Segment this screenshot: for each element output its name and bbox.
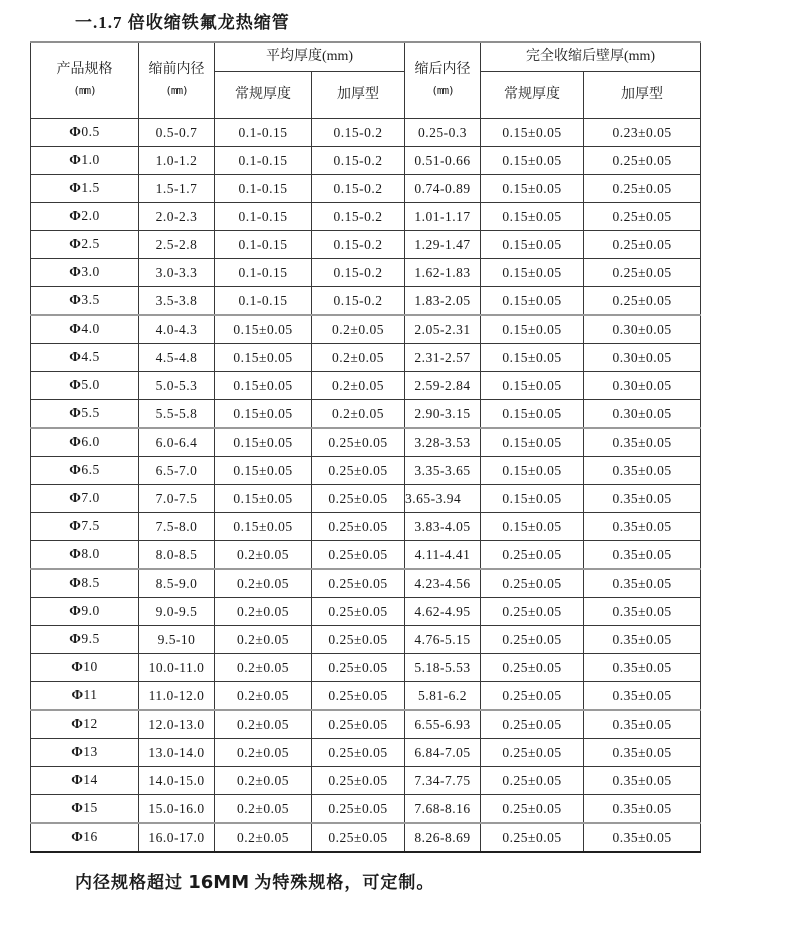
value-cell: 0.15±0.05 [481, 147, 584, 175]
value-cell: 0.15±0.05 [481, 315, 584, 344]
header-pre-shrink-unit: (mm) [165, 83, 188, 97]
value-cell: 0.25±0.05 [312, 767, 405, 795]
phi-symbol: Φ [71, 830, 84, 845]
value-cell: 4.76-5.15 [405, 626, 481, 654]
value-cell: 0.2±0.05 [312, 315, 405, 344]
value-cell: 0.35±0.05 [584, 485, 701, 513]
value-cell: 0.35±0.05 [584, 739, 701, 767]
header-post-shrink-diameter [405, 42, 481, 119]
value-cell: 0.2±0.05 [215, 767, 312, 795]
value-cell: 8.0-8.5 [139, 541, 215, 570]
phi-symbol: Φ [69, 435, 82, 450]
phi-symbol: Φ [71, 717, 84, 732]
value-cell: 0.15±0.05 [215, 400, 312, 429]
header-pre-shrink-diameter [139, 42, 215, 119]
value-cell: 0.25±0.05 [584, 259, 701, 287]
value-cell: 0.25±0.05 [312, 823, 405, 852]
table-row [31, 598, 701, 626]
value-cell: 7.68-8.16 [405, 795, 481, 824]
value-cell: 0.25±0.05 [481, 710, 584, 739]
value-cell: 6.5-7.0 [139, 457, 215, 485]
value-cell: 7.5-8.0 [139, 513, 215, 541]
value-cell: 3.65-3.94 [405, 485, 481, 513]
value-cell: 9.5-10 [139, 626, 215, 654]
spec-cell: Φ12 [31, 710, 139, 739]
table-row [31, 569, 701, 598]
header-product-spec-unit: (mm) [73, 83, 96, 97]
value-cell: 0.1-0.15 [215, 119, 312, 147]
value-cell: 11.0-12.0 [139, 682, 215, 711]
spec-cell: Φ4.5 [31, 344, 139, 372]
value-cell: 0.15±0.05 [481, 287, 584, 316]
value-cell: 0.23±0.05 [584, 119, 701, 147]
value-cell: 1.01-1.17 [405, 203, 481, 231]
phi-symbol: Φ [69, 604, 82, 619]
phi-symbol: Φ [69, 293, 82, 308]
value-cell: 0.15±0.05 [481, 231, 584, 259]
table-body [31, 119, 701, 853]
value-cell: 0.15-0.2 [312, 119, 405, 147]
value-cell: 0.15±0.05 [481, 344, 584, 372]
value-cell: 0.2±0.05 [215, 795, 312, 824]
phi-symbol: Φ [71, 745, 84, 760]
spec-cell: Φ13 [31, 739, 139, 767]
value-cell: 0.15±0.05 [215, 428, 312, 457]
header-pre-shrink-label: 缩前内径 [148, 62, 205, 78]
value-cell: 0.25±0.05 [312, 541, 405, 570]
value-cell: 0.35±0.05 [584, 457, 701, 485]
value-cell: 1.62-1.83 [405, 259, 481, 287]
value-cell: 14.0-15.0 [139, 767, 215, 795]
header-thickened-wall: 加厚型 [584, 72, 701, 119]
spec-cell: Φ2.0 [31, 203, 139, 231]
table-row [31, 513, 701, 541]
table-row [31, 372, 701, 400]
table-row [31, 767, 701, 795]
value-cell: 0.2±0.05 [215, 739, 312, 767]
phi-symbol: Φ [69, 519, 82, 534]
value-cell: 0.15±0.05 [481, 119, 584, 147]
value-cell: 0.25±0.05 [481, 569, 584, 598]
value-cell: 0.25±0.05 [312, 513, 405, 541]
value-cell: 0.15-0.2 [312, 231, 405, 259]
value-cell: 0.15±0.05 [215, 485, 312, 513]
value-cell: 6.84-7.05 [405, 739, 481, 767]
value-cell: 0.25±0.05 [312, 569, 405, 598]
value-cell: 0.25±0.05 [312, 654, 405, 682]
value-cell: 0.35±0.05 [584, 626, 701, 654]
value-cell: 0.74-0.89 [405, 175, 481, 203]
value-cell: 0.35±0.05 [584, 682, 701, 711]
spec-cell: Φ3.5 [31, 287, 139, 316]
value-cell: 0.35±0.05 [584, 767, 701, 795]
value-cell: 0.2±0.05 [215, 710, 312, 739]
value-cell: 0.25±0.05 [584, 175, 701, 203]
phi-symbol: Φ [69, 547, 82, 562]
value-cell: 0.1-0.15 [215, 147, 312, 175]
value-cell: 0.2±0.05 [312, 344, 405, 372]
value-cell: 0.2±0.05 [215, 598, 312, 626]
spec-cell: Φ0.5 [31, 119, 139, 147]
value-cell: 0.15±0.05 [481, 485, 584, 513]
value-cell: 0.2±0.05 [215, 541, 312, 570]
phi-symbol: Φ [71, 660, 84, 675]
value-cell: 0.25±0.05 [312, 626, 405, 654]
table-row [31, 457, 701, 485]
phi-symbol: Φ [71, 801, 84, 816]
header-full-shrink-wall-group: 完全收缩后壁厚(mm) [481, 42, 701, 72]
value-cell: 0.35±0.05 [584, 569, 701, 598]
value-cell: 0.15±0.05 [481, 372, 584, 400]
spec-cell: Φ11 [31, 682, 139, 711]
value-cell: 0.2±0.05 [312, 372, 405, 400]
table-row [31, 739, 701, 767]
value-cell: 4.11-4.41 [405, 541, 481, 570]
table-row [31, 315, 701, 344]
spec-cell: Φ15 [31, 795, 139, 824]
table-row [31, 119, 701, 147]
spec-cell: Φ9.0 [31, 598, 139, 626]
value-cell: 0.15±0.05 [215, 344, 312, 372]
value-cell: 0.15-0.2 [312, 259, 405, 287]
spec-cell: Φ14 [31, 767, 139, 795]
spec-cell: Φ10 [31, 654, 139, 682]
value-cell: 0.35±0.05 [584, 823, 701, 852]
value-cell: 0.15±0.05 [481, 175, 584, 203]
spec-cell: Φ2.5 [31, 231, 139, 259]
value-cell: 9.0-9.5 [139, 598, 215, 626]
table-row [31, 231, 701, 259]
value-cell: 0.15-0.2 [312, 287, 405, 316]
value-cell: 0.25±0.05 [312, 682, 405, 711]
value-cell: 0.25±0.05 [312, 457, 405, 485]
value-cell: 0.15±0.05 [481, 457, 584, 485]
value-cell: 0.15±0.05 [481, 428, 584, 457]
spec-cell: Φ6.0 [31, 428, 139, 457]
phi-symbol: Φ [71, 773, 84, 788]
value-cell: 0.35±0.05 [584, 795, 701, 824]
value-cell: 0.15±0.05 [215, 315, 312, 344]
value-cell: 0.1-0.15 [215, 259, 312, 287]
footer-note-suffix: 为特殊规格，可定制。 [249, 873, 435, 892]
value-cell: 10.0-11.0 [139, 654, 215, 682]
phi-symbol: Φ [69, 632, 82, 647]
value-cell: 2.59-2.84 [405, 372, 481, 400]
value-cell: 8.26-8.69 [405, 823, 481, 852]
spec-cell: Φ9.5 [31, 626, 139, 654]
value-cell: 0.25±0.05 [312, 598, 405, 626]
table-row [31, 823, 701, 852]
table-row [31, 541, 701, 570]
phi-symbol: Φ [69, 463, 82, 478]
value-cell: 0.1-0.15 [215, 231, 312, 259]
table-row [31, 175, 701, 203]
value-cell: 5.5-5.8 [139, 400, 215, 429]
spec-cell: Φ5.0 [31, 372, 139, 400]
phi-symbol: Φ [69, 237, 82, 252]
phi-symbol: Φ [69, 406, 82, 421]
value-cell: 0.35±0.05 [584, 428, 701, 457]
table-row [31, 485, 701, 513]
value-cell: 0.25±0.05 [312, 428, 405, 457]
value-cell: 0.25±0.05 [481, 795, 584, 824]
value-cell: 0.5-0.7 [139, 119, 215, 147]
value-cell: 13.0-14.0 [139, 739, 215, 767]
table-row [31, 654, 701, 682]
value-cell: 0.30±0.05 [584, 315, 701, 344]
spec-table [30, 41, 701, 853]
value-cell: 0.15±0.05 [481, 259, 584, 287]
value-cell: 0.2±0.05 [215, 654, 312, 682]
value-cell: 0.2±0.05 [215, 569, 312, 598]
header-product-spec-label: 产品规格 [56, 62, 113, 78]
value-cell: 0.25±0.05 [481, 598, 584, 626]
header-post-shrink-unit: (mm) [431, 83, 454, 97]
value-cell: 0.35±0.05 [584, 513, 701, 541]
value-cell: 0.25±0.05 [481, 626, 584, 654]
page-title: 一.1.7 倍收缩铁氟龙热缩管 [75, 13, 290, 32]
header-regular-thickness-avg: 常规厚度 [215, 72, 312, 119]
value-cell: 1.5-1.7 [139, 175, 215, 203]
value-cell: 0.30±0.05 [584, 400, 701, 429]
value-cell: 0.15±0.05 [215, 457, 312, 485]
value-cell: 5.18-5.53 [405, 654, 481, 682]
value-cell: 2.5-2.8 [139, 231, 215, 259]
value-cell: 0.25±0.05 [481, 823, 584, 852]
value-cell: 2.31-2.57 [405, 344, 481, 372]
value-cell: 0.25±0.05 [312, 739, 405, 767]
phi-symbol: Φ [71, 688, 84, 703]
value-cell: 0.25±0.05 [584, 147, 701, 175]
value-cell: 0.35±0.05 [584, 654, 701, 682]
value-cell: 0.30±0.05 [584, 344, 701, 372]
value-cell: 0.15±0.05 [481, 203, 584, 231]
value-cell: 1.29-1.47 [405, 231, 481, 259]
footer-note-prefix: 内径规格超过 [75, 873, 189, 892]
phi-symbol: Φ [69, 181, 82, 196]
phi-symbol: Φ [69, 576, 82, 591]
table-row [31, 710, 701, 739]
spec-cell: Φ5.5 [31, 400, 139, 429]
value-cell: 4.62-4.95 [405, 598, 481, 626]
table-row [31, 147, 701, 175]
phi-symbol: Φ [69, 322, 82, 337]
value-cell: 0.15±0.05 [215, 372, 312, 400]
value-cell: 0.25±0.05 [312, 485, 405, 513]
table-row [31, 259, 701, 287]
value-cell: 0.25±0.05 [584, 203, 701, 231]
value-cell: 0.2±0.05 [215, 626, 312, 654]
value-cell: 0.1-0.15 [215, 203, 312, 231]
value-cell: 0.15-0.2 [312, 203, 405, 231]
value-cell: 0.25±0.05 [481, 767, 584, 795]
value-cell: 0.35±0.05 [584, 598, 701, 626]
value-cell: 0.30±0.05 [584, 372, 701, 400]
spec-cell: Φ16 [31, 823, 139, 852]
table-row [31, 428, 701, 457]
value-cell: 2.0-2.3 [139, 203, 215, 231]
phi-symbol: Φ [69, 378, 82, 393]
value-cell: 0.51-0.66 [405, 147, 481, 175]
table-row [31, 344, 701, 372]
table-header [31, 42, 701, 119]
table-row [31, 682, 701, 711]
value-cell: 3.28-3.53 [405, 428, 481, 457]
value-cell: 0.15-0.2 [312, 175, 405, 203]
value-cell: 0.25-0.3 [405, 119, 481, 147]
spec-cell: Φ8.5 [31, 569, 139, 598]
spec-cell: Φ6.5 [31, 457, 139, 485]
value-cell: 0.25±0.05 [584, 231, 701, 259]
phi-symbol: Φ [69, 350, 82, 365]
value-cell: 3.5-3.8 [139, 287, 215, 316]
value-cell: 0.35±0.05 [584, 710, 701, 739]
value-cell: 8.5-9.0 [139, 569, 215, 598]
value-cell: 0.25±0.05 [481, 541, 584, 570]
table-row [31, 400, 701, 429]
value-cell: 4.5-4.8 [139, 344, 215, 372]
footer-note-size: 16MM [188, 872, 250, 893]
value-cell: 1.83-2.05 [405, 287, 481, 316]
header-product-spec [31, 42, 139, 119]
value-cell: 0.25±0.05 [481, 682, 584, 711]
value-cell: 0.15-0.2 [312, 147, 405, 175]
table-row [31, 287, 701, 316]
value-cell: 0.25±0.05 [312, 795, 405, 824]
value-cell: 5.81-6.2 [405, 682, 481, 711]
value-cell: 16.0-17.0 [139, 823, 215, 852]
spec-cell: Φ3.0 [31, 259, 139, 287]
value-cell: 0.1-0.15 [215, 287, 312, 316]
value-cell: 6.55-6.93 [405, 710, 481, 739]
value-cell: 0.15±0.05 [215, 513, 312, 541]
value-cell: 0.2±0.05 [215, 682, 312, 711]
phi-symbol: Φ [69, 209, 82, 224]
header-thickened-avg: 加厚型 [312, 72, 405, 119]
header-post-shrink-label: 缩后内径 [414, 62, 471, 78]
value-cell: 0.15±0.05 [481, 400, 584, 429]
spec-cell: Φ4.0 [31, 315, 139, 344]
spec-cell: Φ1.0 [31, 147, 139, 175]
value-cell: 3.83-4.05 [405, 513, 481, 541]
value-cell: 15.0-16.0 [139, 795, 215, 824]
table-row [31, 795, 701, 824]
table-row [31, 203, 701, 231]
value-cell: 0.15±0.05 [481, 513, 584, 541]
spec-cell: Φ7.5 [31, 513, 139, 541]
value-cell: 5.0-5.3 [139, 372, 215, 400]
spec-cell: Φ8.0 [31, 541, 139, 570]
value-cell: 4.23-4.56 [405, 569, 481, 598]
value-cell: 2.05-2.31 [405, 315, 481, 344]
value-cell: 0.1-0.15 [215, 175, 312, 203]
value-cell: 12.0-13.0 [139, 710, 215, 739]
value-cell: 0.35±0.05 [584, 541, 701, 570]
value-cell: 1.0-1.2 [139, 147, 215, 175]
value-cell: 0.25±0.05 [312, 710, 405, 739]
value-cell: 7.0-7.5 [139, 485, 215, 513]
value-cell: 4.0-4.3 [139, 315, 215, 344]
value-cell: 0.2±0.05 [312, 400, 405, 429]
value-cell: 0.2±0.05 [215, 823, 312, 852]
footer-note [75, 868, 434, 893]
phi-symbol: Φ [69, 153, 82, 168]
phi-symbol: Φ [69, 265, 82, 280]
spec-cell: Φ7.0 [31, 485, 139, 513]
header-regular-thickness-wall: 常规厚度 [481, 72, 584, 119]
value-cell: 0.25±0.05 [481, 739, 584, 767]
spec-cell: Φ1.5 [31, 175, 139, 203]
value-cell: 0.25±0.05 [481, 654, 584, 682]
phi-symbol: Φ [69, 491, 82, 506]
value-cell: 0.25±0.05 [584, 287, 701, 316]
value-cell: 2.90-3.15 [405, 400, 481, 429]
table-row [31, 626, 701, 654]
value-cell: 7.34-7.75 [405, 767, 481, 795]
value-cell: 3.35-3.65 [405, 457, 481, 485]
value-cell: 6.0-6.4 [139, 428, 215, 457]
header-average-thickness-group: 平均厚度(mm) [215, 42, 405, 72]
value-cell: 3.0-3.3 [139, 259, 215, 287]
phi-symbol: Φ [69, 125, 82, 140]
